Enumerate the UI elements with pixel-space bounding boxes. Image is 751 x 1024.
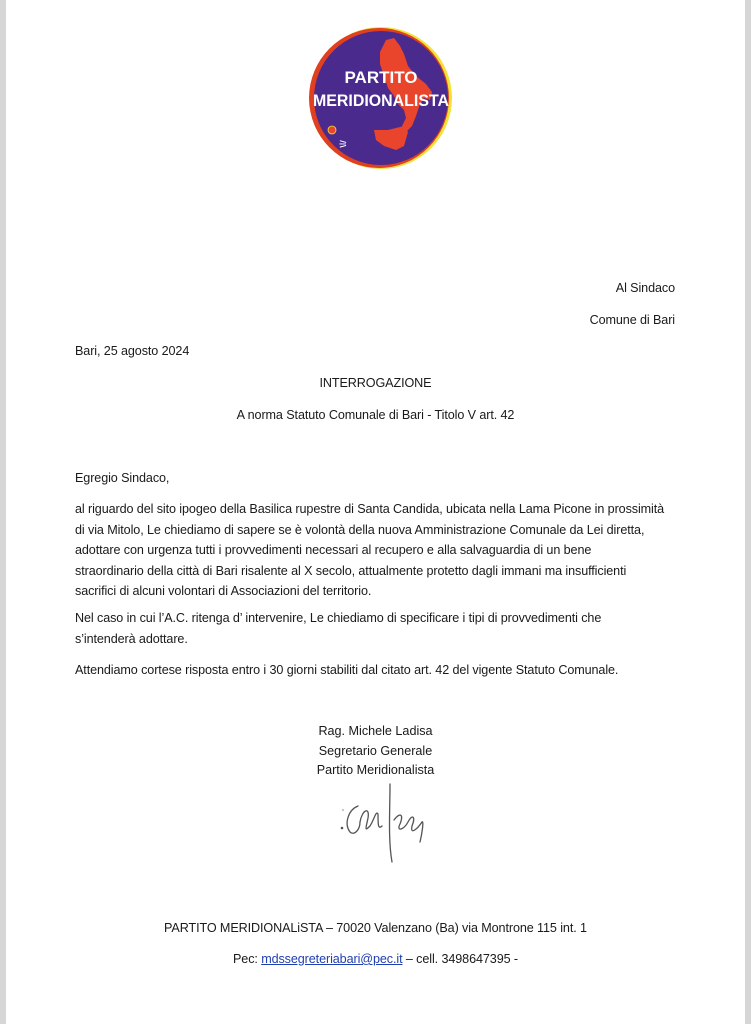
- paragraph-3: [75, 660, 685, 681]
- signature-block: [6, 722, 745, 781]
- footer-contact: [6, 952, 745, 966]
- footer-address: PARTITO MERIDIONALiSTA – 70020 Valenzano (Ba) via Montrone 115 int. 1: [164, 921, 587, 935]
- party-logo: [308, 26, 454, 170]
- paragraph-line: straordinario della città di Bari risalente al X secolo, attualmente protetto dagli immani ma insufficienti: [75, 563, 627, 578]
- recipient-line-1: Al Sindaco: [615, 281, 675, 295]
- logo-text-line2: MERIDIONALISTA: [313, 91, 449, 110]
- paragraph-line: di via Mitolo, Le chiediamo di sapere se è volontà della nuova Amministrazione Comunale da Lei diretta,: [75, 522, 645, 537]
- paragraph-1: [75, 499, 685, 602]
- signatory-name: Rag. Michele Ladisa: [318, 724, 433, 738]
- paragraph-line: adottare con urgenza tutti i provvedimenti necessari al recupero e alla salvaguardia di un bene: [75, 543, 592, 558]
- letter-title: INTERROGAZIONE: [319, 376, 432, 390]
- paragraph-line: al riguardo del sito ipogeo della Basilica rupestre di Santa Candida, ubicata nella Lama Picone in prossimità: [75, 502, 665, 516]
- paragraph-2: [75, 608, 685, 649]
- paragraph-line: s’intenderà adottare.: [75, 631, 188, 646]
- recipient-line-2: Comune di Bari: [589, 313, 675, 327]
- document-page: [6, 0, 745, 1024]
- emblem-icon: [328, 126, 336, 134]
- trinacria-icon: ⚞: [338, 138, 348, 151]
- letter-date: Bari, 25 agosto 2024: [75, 344, 190, 358]
- paragraph-line: sacrifici di alcuni volontari di Associazioni del territorio.: [75, 584, 372, 599]
- logo-text-line1: PARTITO: [344, 68, 418, 87]
- salutation: Egregio Sindaco,: [75, 471, 170, 485]
- signatory-party: Partito Meridionalista: [316, 763, 435, 777]
- letter-subtitle: A norma Statuto Comunale di Bari - Titolo V art. 42: [236, 408, 515, 422]
- signatory-role: Segretario Generale: [318, 743, 433, 758]
- handwritten-signature: [324, 780, 434, 870]
- paragraph-line: Nel caso in cui l’A.C. ritenga d’ intervenire, Le chiediamo di specificare i tipi di provvedimenti che: [75, 611, 602, 625]
- paragraph-line: Attendiamo cortese risposta entro i 30 giorni stabiliti dal citato art. 42 del vigente Statuto Comunale.: [75, 663, 619, 677]
- pec-email-link[interactable]: mdssegreteriabari@pec.it: [261, 952, 403, 966]
- pec-label: Pec:: [232, 952, 262, 966]
- phone-text: – cell. 3498647395 -: [402, 952, 518, 966]
